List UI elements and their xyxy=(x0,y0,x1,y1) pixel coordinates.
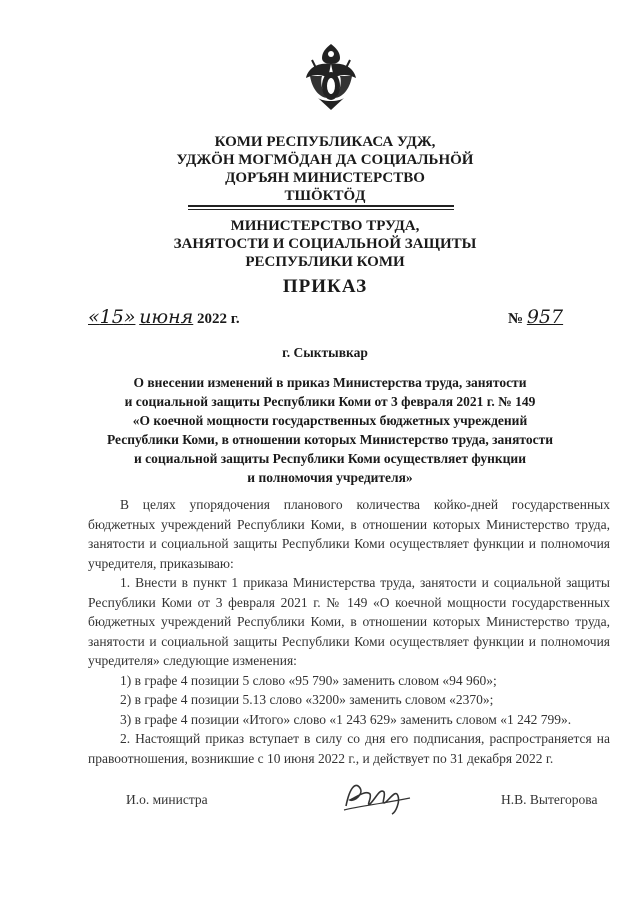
header-divider-thin xyxy=(188,209,454,210)
order-subject xyxy=(80,373,580,487)
order-body xyxy=(88,495,610,768)
date-close-quote: » xyxy=(123,306,136,328)
coat-of-arms-icon xyxy=(300,40,362,112)
russian-department-heading xyxy=(150,217,500,271)
russian-heading-line: ЗАНЯТОСТИ И СОЦИАЛЬНОЙ ЗАЩИТЫ xyxy=(173,236,477,252)
subject-line: «О коечной мощности государственных бюджетных учреждений xyxy=(132,413,528,428)
body-list-item: 1) в графе 4 позиции 5 слово «95 790» заменить словом «94 960»; xyxy=(120,672,497,688)
body-paragraph: 2. Настоящий приказ вступает в силу со дня его подписания, распространяется на правоотношения, возникшие с 10 июня 2022 г., и действует по 31 декабря 2022 г. xyxy=(88,731,610,766)
komi-heading-line: КОМИ РЕСПУБЛИКАСА УДЖ, xyxy=(214,134,436,150)
date-month: июня xyxy=(139,306,194,328)
body-list-item: 2) в графе 4 позиции 5.13 слово «3200» заменить словом «2370»; xyxy=(120,692,494,707)
handwritten-signature xyxy=(340,776,422,816)
subject-line: Республики Коми, в отношении которых Министерство труда, занятости xyxy=(106,432,553,447)
komi-heading-line: ТШӦКТӦД xyxy=(284,188,366,204)
russian-heading-line: РЕСПУБЛИКИ КОМИ xyxy=(245,254,405,270)
number-value: 957 xyxy=(526,306,564,328)
komi-department-heading xyxy=(150,133,500,205)
signatory-name: Н.В. Вытегорова xyxy=(501,792,598,807)
header-divider xyxy=(188,205,454,207)
subject-line: и социальной защиты Республики Коми осуществляет функции xyxy=(134,451,526,466)
subject-line: и социальной защиты Республики Коми от 3 февраля 2021 г. № 149 xyxy=(124,394,536,409)
signatory-position: И.о. министра xyxy=(126,792,208,807)
body-list-item: 3) в графе 4 позиции «Итого» слово «1 243 629» заменить словом «1 242 799». xyxy=(120,711,572,727)
date-open-quote: « xyxy=(88,306,100,328)
subject-line: О внесении изменений в приказ Министерства труда, занятости xyxy=(133,375,527,390)
date-day: 15 xyxy=(99,306,124,328)
order-number xyxy=(508,306,563,328)
komi-heading-line: УДЖӦН МОГМӦДАН ДА СОЦИАЛЬНӦЙ xyxy=(176,152,474,168)
russian-heading-line: МИНИСТЕРСТВО ТРУДА, xyxy=(230,218,420,234)
order-date xyxy=(88,306,240,328)
komi-heading-line: ДОРЪЯН МИНИСТЕРСТВО xyxy=(225,170,425,186)
subject-line: и полномочия учредителя» xyxy=(247,470,413,485)
body-paragraph: 1. Внести в пункт 1 приказа Министерства труда, занятости и социальной защиты Республики Коми от 3 февраля 2021 г. № 149 «О коечной мощности государственных бюджетных учреждений Республики Коми, в отношении которых Министерство труда, занятости и социальной защиты Республики Коми осуществляет функции и полномочия учредителя» следующие изменения: xyxy=(88,575,610,668)
number-prefix: № xyxy=(508,311,524,327)
city-line: г. Сыктывкар xyxy=(282,345,368,360)
document-title: ПРИКАЗ xyxy=(282,276,368,297)
date-year: 2022 г. xyxy=(197,311,240,327)
body-paragraph: В целях упорядочения планового количества койко-дней государственных бюджетных учреждений Республики Коми, в отношении которых Министерство труда, занятости и социальной защиты Республики Коми осуществляет функции и полномочия учредителя, приказываю: xyxy=(88,497,610,571)
